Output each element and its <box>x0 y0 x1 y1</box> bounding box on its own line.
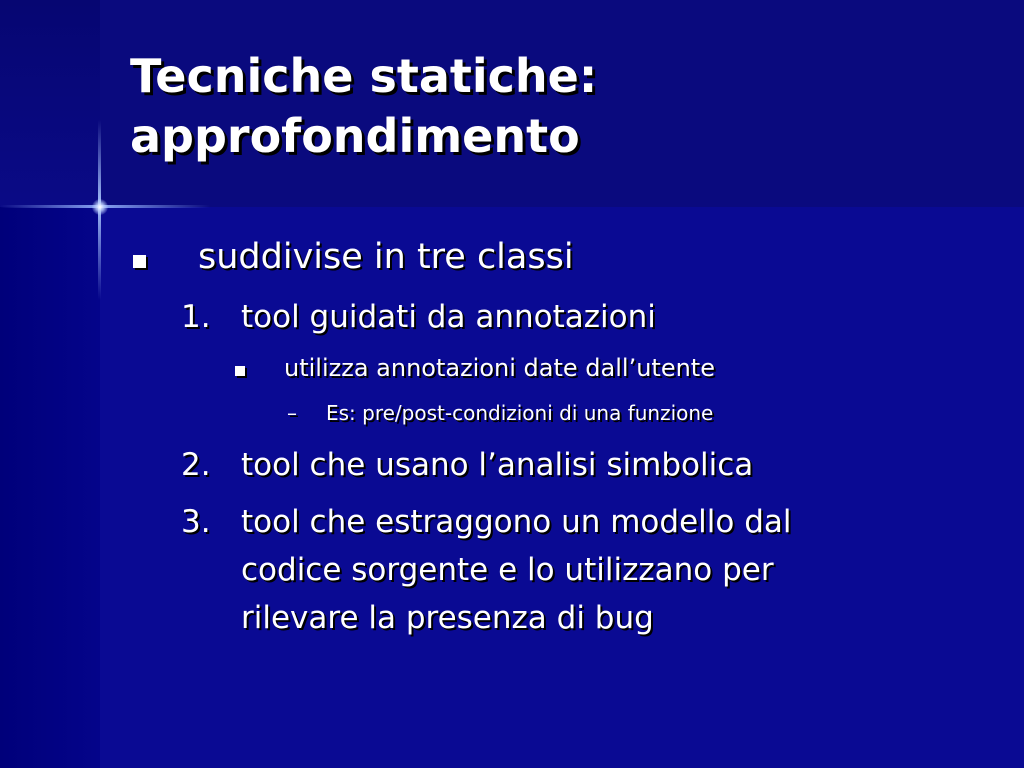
list-number-3: 3. <box>181 504 211 540</box>
sub-bullet-text: utilizza annotazioni date dall’utente <box>284 354 715 382</box>
bullet-text: suddivise in tre classi <box>198 237 574 277</box>
list-item-3-line-3: rilevare la presenza di bug <box>241 600 654 636</box>
slide-title-line-1: Tecniche statiche: <box>130 49 598 103</box>
square-bullet-icon <box>133 255 146 268</box>
list-item-3-line-1: tool che estraggono un modello dal <box>241 504 792 540</box>
star-sparkle-icon <box>92 199 108 215</box>
sub-sub-bullet-text: Es: pre/post-condizioni di una funzione <box>326 401 714 425</box>
list-number-1: 1. <box>181 299 211 335</box>
slide-title <box>130 46 990 166</box>
list-item-1-text: tool guidati da annotazioni <box>241 299 656 335</box>
list-number-2: 2. <box>181 447 211 483</box>
slide-title-line-2: approfondimento <box>130 109 580 163</box>
square-bullet-icon <box>235 366 245 376</box>
list-item-2-text: tool che usano l’analisi simbolica <box>241 447 754 483</box>
dash-bullet: – <box>287 401 297 425</box>
list-item-3-line-2: codice sorgente e lo utilizzano per <box>241 552 774 588</box>
